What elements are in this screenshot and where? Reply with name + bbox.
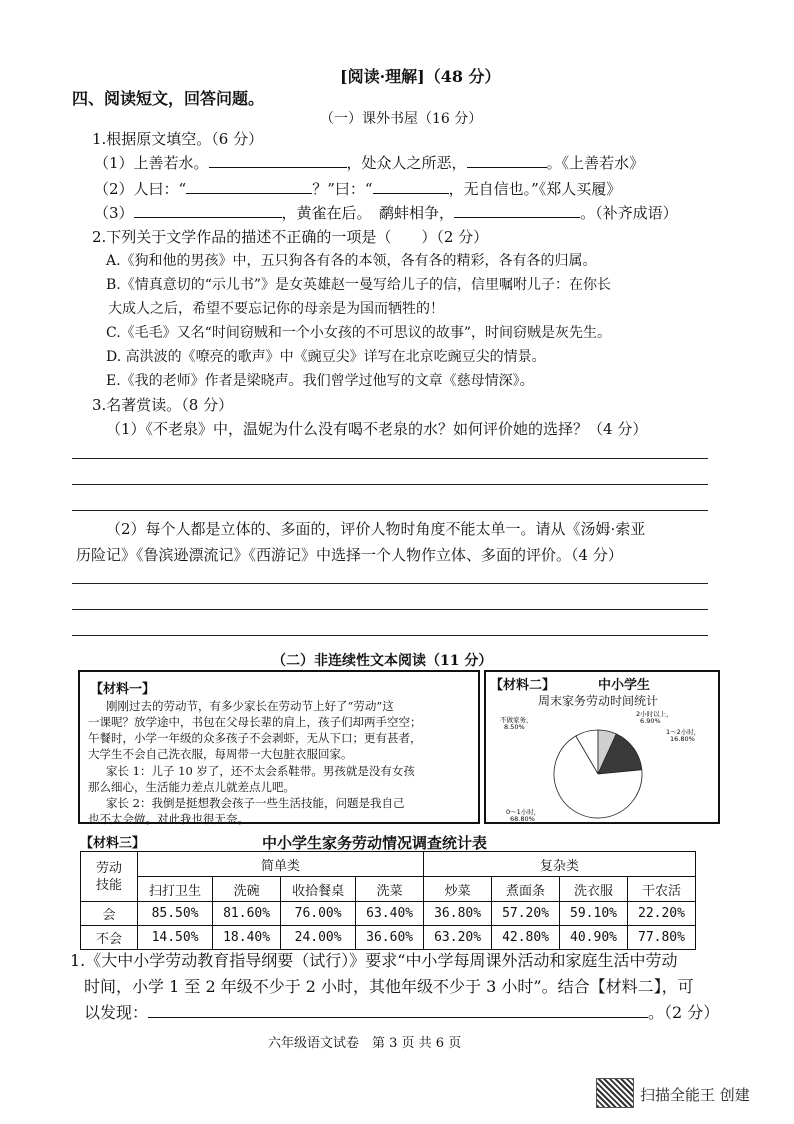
- blank[interactable]: [209, 153, 347, 168]
- blank[interactable]: [186, 179, 312, 194]
- blank[interactable]: [454, 203, 580, 218]
- part-title: 四、阅读短文，回答问题。: [72, 89, 265, 108]
- table-cell: 24.00%: [281, 926, 356, 950]
- material2-title-line2: 周末家务劳动时间统计: [538, 694, 659, 708]
- table-cell: 42.80%: [492, 926, 560, 950]
- final-q-line3-b: 。（2 分）: [648, 1003, 720, 1022]
- column-header: 干农活: [627, 877, 695, 902]
- table-cell: 14.50%: [138, 926, 213, 950]
- row-header-line2: 技能: [95, 877, 122, 893]
- pie-label: 0～1小时，: [506, 808, 541, 816]
- q1-line2-part3: ，无自信也。”《郑人买履》: [448, 180, 622, 198]
- blank[interactable]: [467, 153, 547, 168]
- table-row: [81, 926, 696, 950]
- watermark-text: 扫描全能王 创建: [640, 1086, 750, 1104]
- column-header: 煮面条: [492, 877, 560, 902]
- q1-line2-part2: ？”曰：“: [312, 180, 373, 198]
- final-q-line2: 时间，小学 1 至 2 年级不少于 2 小时，其他年级不少于 3 小时”。结合【材料二】，可: [84, 977, 694, 996]
- pie-value-label: 16.80%: [670, 735, 695, 743]
- material3-title: 中小学生家务劳动情况调查统计表: [262, 834, 488, 852]
- material1-line: 大学生不会自己洗衣服，每周带一大包脏衣服回家。: [88, 747, 353, 761]
- table-cell: 57.20%: [492, 902, 560, 926]
- column-header: 扫打卫生: [138, 877, 213, 902]
- table-cell: 81.60%: [213, 902, 281, 926]
- q1-line3: [94, 202, 678, 223]
- answer-line[interactable]: [72, 583, 708, 584]
- table-cell: 40.90%: [560, 926, 628, 950]
- final-q-line3-a: 以发现：: [84, 1003, 149, 1022]
- material1-label: 【材料一】: [90, 682, 156, 697]
- page-footer: 六年级语文试卷 第 3 页 共 6 页: [268, 1036, 462, 1051]
- table-cell: 76.00%: [281, 902, 356, 926]
- row-label: 不会: [81, 926, 138, 950]
- table-cell: 63.40%: [356, 902, 424, 926]
- qr-code-icon: [596, 1078, 634, 1108]
- final-q-line3: [84, 1000, 719, 1023]
- q3-sub2-line1: （2）每个人都是立体的、多面的，评价人物时角度不能太单一。请从《汤姆·索亚: [106, 520, 646, 538]
- q1-line3-part2: ，黄雀在后。 鹬蚌相争，: [281, 204, 455, 222]
- column-header: 收拾餐桌: [281, 877, 356, 902]
- group-header-complex: 复杂类: [424, 852, 696, 877]
- q1-line3-part1: （3）: [94, 204, 134, 222]
- q2-option-c: C.《毛毛》又名“时间窃贼和一个小女孩的不可思议的故事”，时间窃贼是灰先生。: [106, 325, 611, 341]
- pie-label: 1～2小时，: [666, 728, 701, 736]
- material1-line: 那么细心，生活能力差点儿就差点儿吧。: [88, 780, 295, 794]
- material1-line: 一课呢？放学途中，书包在父母长辈的肩上，孩子们却两手空空；: [88, 715, 422, 729]
- table-cell: 63.20%: [424, 926, 492, 950]
- material3-label: 【材料三】: [80, 836, 146, 851]
- table-row: [81, 902, 696, 926]
- material1-line: 家长 1：儿子 10 岁了，还不太会系鞋带。男孩就是没有女孩: [106, 764, 415, 778]
- blank[interactable]: [373, 179, 449, 194]
- q2-option-a: A.《狗和他的男孩》中，五只狗各有各的本领，各有各的精彩，各有各的归属。: [106, 253, 597, 269]
- row-label: 会: [81, 902, 138, 926]
- column-header: 洗衣服: [560, 877, 628, 902]
- q2-option-b-cont: 大成人之后，希望不要忘记你的母亲是为国而牺牲的！: [108, 301, 444, 317]
- blank[interactable]: [134, 203, 282, 218]
- material1-box: [78, 670, 480, 824]
- labor-stat-table: [80, 851, 696, 950]
- q2-option-d: D. 高洪波的《嘹亮的歌声》中《豌豆尖》详写在北京吃豌豆尖的情景。: [106, 349, 546, 365]
- table-cell: 18.40%: [213, 926, 281, 950]
- table-cell: 36.60%: [356, 926, 424, 950]
- answer-line[interactable]: [72, 510, 708, 511]
- table-cell: 59.10%: [560, 902, 628, 926]
- pie-value-label: 68.80%: [510, 815, 535, 822]
- table-cell: 77.80%: [627, 926, 695, 950]
- table-cell: 36.80%: [424, 902, 492, 926]
- final-q-line1: 1.《大中小学劳动教育指导纲要（试行）》要求“中小学每周课外活动和家庭生活中劳动: [70, 951, 678, 970]
- q3-stem: 3.名著赏读。（8 分）: [92, 396, 234, 414]
- pie-chart: [486, 710, 718, 822]
- pie-value-label: 6.90%: [640, 717, 661, 725]
- q2-option-e: E.《我的老师》作者是梁晓声。我们曾学过他写的文章《慈母情深》。: [106, 373, 534, 389]
- column-header: 洗菜: [356, 877, 424, 902]
- table-cell: 85.50%: [138, 902, 213, 926]
- q1-line3-part3: 。（补齐成语）: [580, 204, 678, 222]
- section-title: [阅读·理解]（48 分）: [340, 67, 501, 86]
- material2-label: 【材料二】: [490, 678, 556, 693]
- pie-value-label: 8.50%: [504, 723, 525, 731]
- answer-blank[interactable]: [148, 1003, 648, 1018]
- material2-box: [484, 670, 720, 824]
- q1-line1: [94, 152, 644, 173]
- extracurricular-subtitle: （一）课外书屋（16 分）: [320, 111, 483, 127]
- column-header: 炒菜: [424, 877, 492, 902]
- q1-line1-part2: ，处众人之所恶，: [346, 154, 467, 172]
- noncontinuous-subtitle: （二）非连续性文本阅读（11 分）: [272, 653, 493, 669]
- q1-line2: [94, 178, 621, 199]
- pie-label: 2小时以上，: [636, 710, 673, 718]
- q3-sub2-line2: 历险记》《鲁滨逊漂流记》《西游记》中选择一个人物作立体、多面的评价。（4 分）: [76, 546, 623, 564]
- answer-line[interactable]: [72, 484, 708, 485]
- q2-option-b: B.《情真意切的“示儿书”》是女英雄赵一曼写给儿子的信，信里嘱咐儿子：在你长: [106, 277, 612, 293]
- material1-line: 刚刚过去的劳动节，有多少家长在劳动节上好了“劳动”这: [106, 699, 394, 713]
- answer-line[interactable]: [72, 458, 708, 459]
- material1-line: 家长 2：我倒是挺想教会孩子一些生活技能，问题是我自己: [106, 796, 405, 810]
- table-cell: 22.20%: [627, 902, 695, 926]
- material2-title-line1: 中小学生: [598, 678, 651, 693]
- q2-stem: 2.下列关于文学作品的描述不正确的一项是（ ）（2 分）: [92, 228, 489, 246]
- q1-line2-part1: （2）人曰：“: [94, 180, 187, 198]
- column-header: 洗碗: [213, 877, 281, 902]
- q1-line1-part1: （1）上善若水。: [94, 154, 209, 172]
- q1-stem: 1.根据原文填空。（6 分）: [92, 130, 264, 148]
- q3-sub1: （1）《不老泉》中，温妮为什么没有喝不老泉的水？如何评价她的选择？（4 分）: [106, 420, 648, 438]
- answer-line[interactable]: [72, 609, 708, 610]
- group-header-simple: 简单类: [138, 852, 424, 877]
- answer-line[interactable]: [72, 635, 708, 636]
- material1-line: 午餐时，小学一年级的众多孩子不会剥虾，无从下口；更有甚者，: [88, 731, 422, 745]
- pie-label: 不做家务，: [500, 716, 533, 724]
- material1-line: 也不太会做。对此我也很无奈。: [88, 812, 249, 826]
- row-header-line1: 劳动: [95, 860, 122, 876]
- q1-line1-part3: 。《上善若水》: [546, 154, 645, 172]
